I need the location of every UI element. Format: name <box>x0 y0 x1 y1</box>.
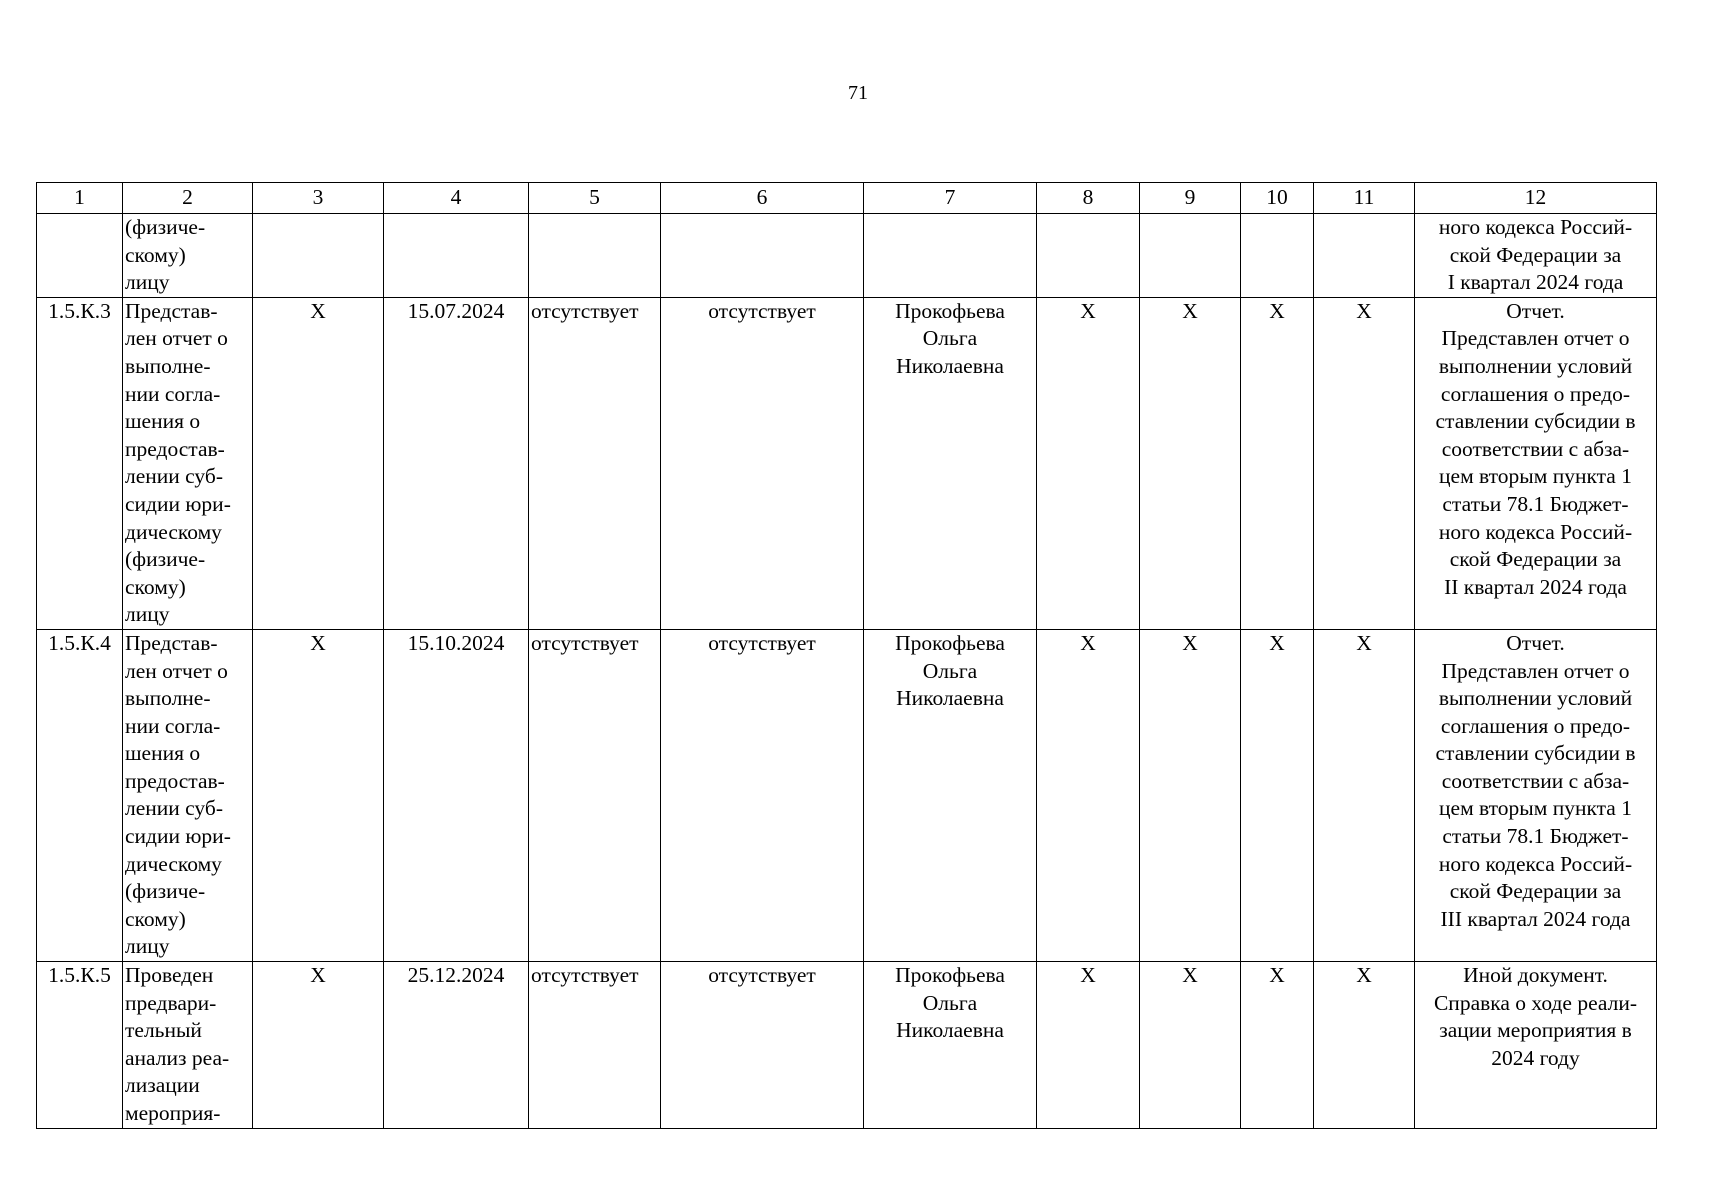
table-row <box>37 629 1657 961</box>
item-description <box>123 629 253 961</box>
column-header: 2 <box>123 183 253 214</box>
result-description-line: Справка о ходе реали- <box>1433 990 1638 1015</box>
responsible-person-line: Прокофьева <box>895 963 1005 988</box>
item-description-line: Представ- <box>125 630 218 655</box>
cell-mark: X <box>1140 962 1241 1129</box>
result-description-line: III квартал 2024 года <box>1440 906 1631 931</box>
responsible-person-line: Ольга <box>922 658 978 683</box>
result-description-line: соответствии с абза- <box>1441 768 1630 793</box>
result-description <box>1415 629 1657 961</box>
cell-mark <box>1140 214 1241 298</box>
result-description-line: Представлен отчет о <box>1441 658 1630 683</box>
responsible-person <box>864 297 1037 629</box>
item-code <box>37 214 123 298</box>
result-description-line: соответствии с абза- <box>1441 436 1630 461</box>
due-date: 15.07.2024 <box>384 297 529 629</box>
item-code: 1.5.К.3 <box>37 297 123 629</box>
cell-mark: X <box>1241 297 1314 629</box>
due-date: 25.12.2024 <box>384 962 529 1129</box>
responsible-person-line: Прокофьева <box>895 630 1005 655</box>
column-number-row <box>37 183 1657 214</box>
cell-status <box>661 214 864 298</box>
item-description-line: шения о <box>125 741 201 766</box>
item-description-line: нии согла- <box>125 713 221 738</box>
result-description-line: Представлен отчет о <box>1441 326 1630 351</box>
item-description-line: предвари- <box>125 990 217 1015</box>
item-description <box>123 962 253 1129</box>
item-description-line: лицу <box>125 602 170 627</box>
result-description-line: ного кодекса Россий- <box>1438 519 1633 544</box>
item-description-line: скому) <box>125 906 186 931</box>
due-date <box>384 214 529 298</box>
result-description-line: ской Федерации за <box>1449 547 1622 572</box>
item-description-line: дическому <box>125 519 222 544</box>
column-header: 3 <box>253 183 384 214</box>
cell-status: отсутствует <box>661 297 864 629</box>
responsible-person-line: Николаевна <box>896 1018 1004 1043</box>
item-description-line: нии согла- <box>125 381 221 406</box>
column-header: 9 <box>1140 183 1241 214</box>
result-description-line: I квартал 2024 года <box>1447 270 1624 295</box>
result-description-line: Иной документ. <box>1463 963 1608 988</box>
column-header: 5 <box>529 183 661 214</box>
cell-status: отсутствует <box>661 629 864 961</box>
item-description-line: выполне- <box>125 686 211 711</box>
item-description-line: сидии юри- <box>125 491 231 516</box>
column-header: 10 <box>1241 183 1314 214</box>
result-description-line: выполнении условий <box>1438 353 1633 378</box>
item-code: 1.5.К.5 <box>37 962 123 1129</box>
cell-mark: X <box>253 297 384 629</box>
responsible-person <box>864 214 1037 298</box>
result-description-line: соглашения о предо- <box>1440 713 1631 738</box>
column-header: 1 <box>37 183 123 214</box>
cell-mark: X <box>1314 962 1415 1129</box>
result-description-line: ставлении субсидии в <box>1435 741 1636 766</box>
result-description-line: Отчет. <box>1506 298 1565 323</box>
result-description <box>1415 214 1657 298</box>
column-header: 6 <box>661 183 864 214</box>
cell-mark: X <box>1314 297 1415 629</box>
item-description-line: дическому <box>125 851 222 876</box>
table-row <box>37 214 1657 298</box>
item-description <box>123 297 253 629</box>
column-header: 7 <box>864 183 1037 214</box>
result-description <box>1415 962 1657 1129</box>
item-description-line: тельный <box>125 1018 202 1043</box>
item-description-line: мероприя- <box>125 1101 221 1125</box>
item-description-line: (физиче- <box>125 215 206 239</box>
cell-mark: X <box>1140 629 1241 961</box>
document-table <box>36 182 1657 1129</box>
column-header: 4 <box>384 183 529 214</box>
cell-mark: X <box>253 962 384 1129</box>
item-description-line: сидии юри- <box>125 824 231 849</box>
item-description-line: Проведен <box>125 963 214 988</box>
item-description <box>123 214 253 298</box>
cell-mark <box>1241 214 1314 298</box>
cell-mark: X <box>1314 629 1415 961</box>
cell-mark <box>1037 214 1140 298</box>
result-description-line: зации мероприятия в <box>1439 1018 1632 1043</box>
responsible-person-line: Николаевна <box>896 353 1004 378</box>
result-description-line: соглашения о предо- <box>1440 381 1631 406</box>
column-header: 8 <box>1037 183 1140 214</box>
cell-status: отсутствует <box>529 629 661 961</box>
column-header: 12 <box>1415 183 1657 214</box>
item-description-line: скому) <box>125 574 186 599</box>
cell-status: отсутствует <box>661 962 864 1129</box>
result-description-line: 2024 году <box>1491 1045 1580 1070</box>
item-code: 1.5.К.4 <box>37 629 123 961</box>
result-description-line: Отчет. <box>1506 630 1565 655</box>
item-description-line: шения о <box>125 409 201 434</box>
result-description-line: ставлении субсидии в <box>1435 409 1636 434</box>
result-description-line: ской Федерации за <box>1449 879 1622 904</box>
table-row <box>37 962 1657 1129</box>
cell-mark: X <box>253 629 384 961</box>
item-description-line: предостав- <box>125 436 225 461</box>
cell-mark: X <box>1140 297 1241 629</box>
item-description-line: лен отчет о <box>125 658 228 683</box>
responsible-person-line: Ольга <box>922 990 978 1015</box>
table-row <box>37 297 1657 629</box>
item-description-line: Представ- <box>125 298 218 323</box>
result-description-line: ской Федерации за <box>1449 242 1622 267</box>
cell-mark: X <box>1037 629 1140 961</box>
item-description-line: (физиче- <box>125 547 206 572</box>
responsible-person-line: Ольга <box>922 326 978 351</box>
result-description-line: статьи 78.1 Бюджет- <box>1442 824 1629 849</box>
result-description-line: ного кодекса Россий- <box>1438 215 1633 239</box>
cell-mark <box>1314 214 1415 298</box>
result-description-line: статьи 78.1 Бюджет- <box>1442 491 1629 516</box>
column-header: 11 <box>1314 183 1415 214</box>
result-description-line: выполнении условий <box>1438 686 1633 711</box>
result-description-line: II квартал 2024 года <box>1444 574 1627 599</box>
item-description-line: (физиче- <box>125 879 206 904</box>
item-description-line: лен отчет о <box>125 326 228 351</box>
cell-mark: X <box>1241 962 1314 1129</box>
result-description-line: цем вторым пункта 1 <box>1439 464 1632 489</box>
cell-mark: X <box>1037 297 1140 629</box>
item-description-line: лении суб- <box>125 796 223 821</box>
item-description-line: скому) <box>125 242 186 267</box>
cell-status: отсутствует <box>529 297 661 629</box>
cell-status <box>529 214 661 298</box>
item-description-line: анализ реа- <box>125 1045 230 1070</box>
due-date: 15.10.2024 <box>384 629 529 961</box>
cell-status: отсутствует <box>529 962 661 1129</box>
result-description <box>1415 297 1657 629</box>
responsible-person <box>864 962 1037 1129</box>
cell-mark <box>253 214 384 298</box>
responsible-person-line: Прокофьева <box>895 298 1005 323</box>
responsible-person-line: Николаевна <box>896 686 1004 711</box>
item-description-line: лении суб- <box>125 464 223 489</box>
result-description-line: цем вторым пункта 1 <box>1439 796 1632 821</box>
cell-mark: X <box>1037 962 1140 1129</box>
result-description-line: ного кодекса Россий- <box>1438 851 1633 876</box>
cell-mark: X <box>1241 629 1314 961</box>
responsible-person <box>864 629 1037 961</box>
item-description-line: предостав- <box>125 768 225 793</box>
item-description-line: лицу <box>125 934 170 959</box>
item-description-line: лизации <box>125 1073 200 1098</box>
item-description-line: выполне- <box>125 353 211 378</box>
page-number: 71 <box>848 82 868 104</box>
item-description-line: лицу <box>125 270 170 295</box>
